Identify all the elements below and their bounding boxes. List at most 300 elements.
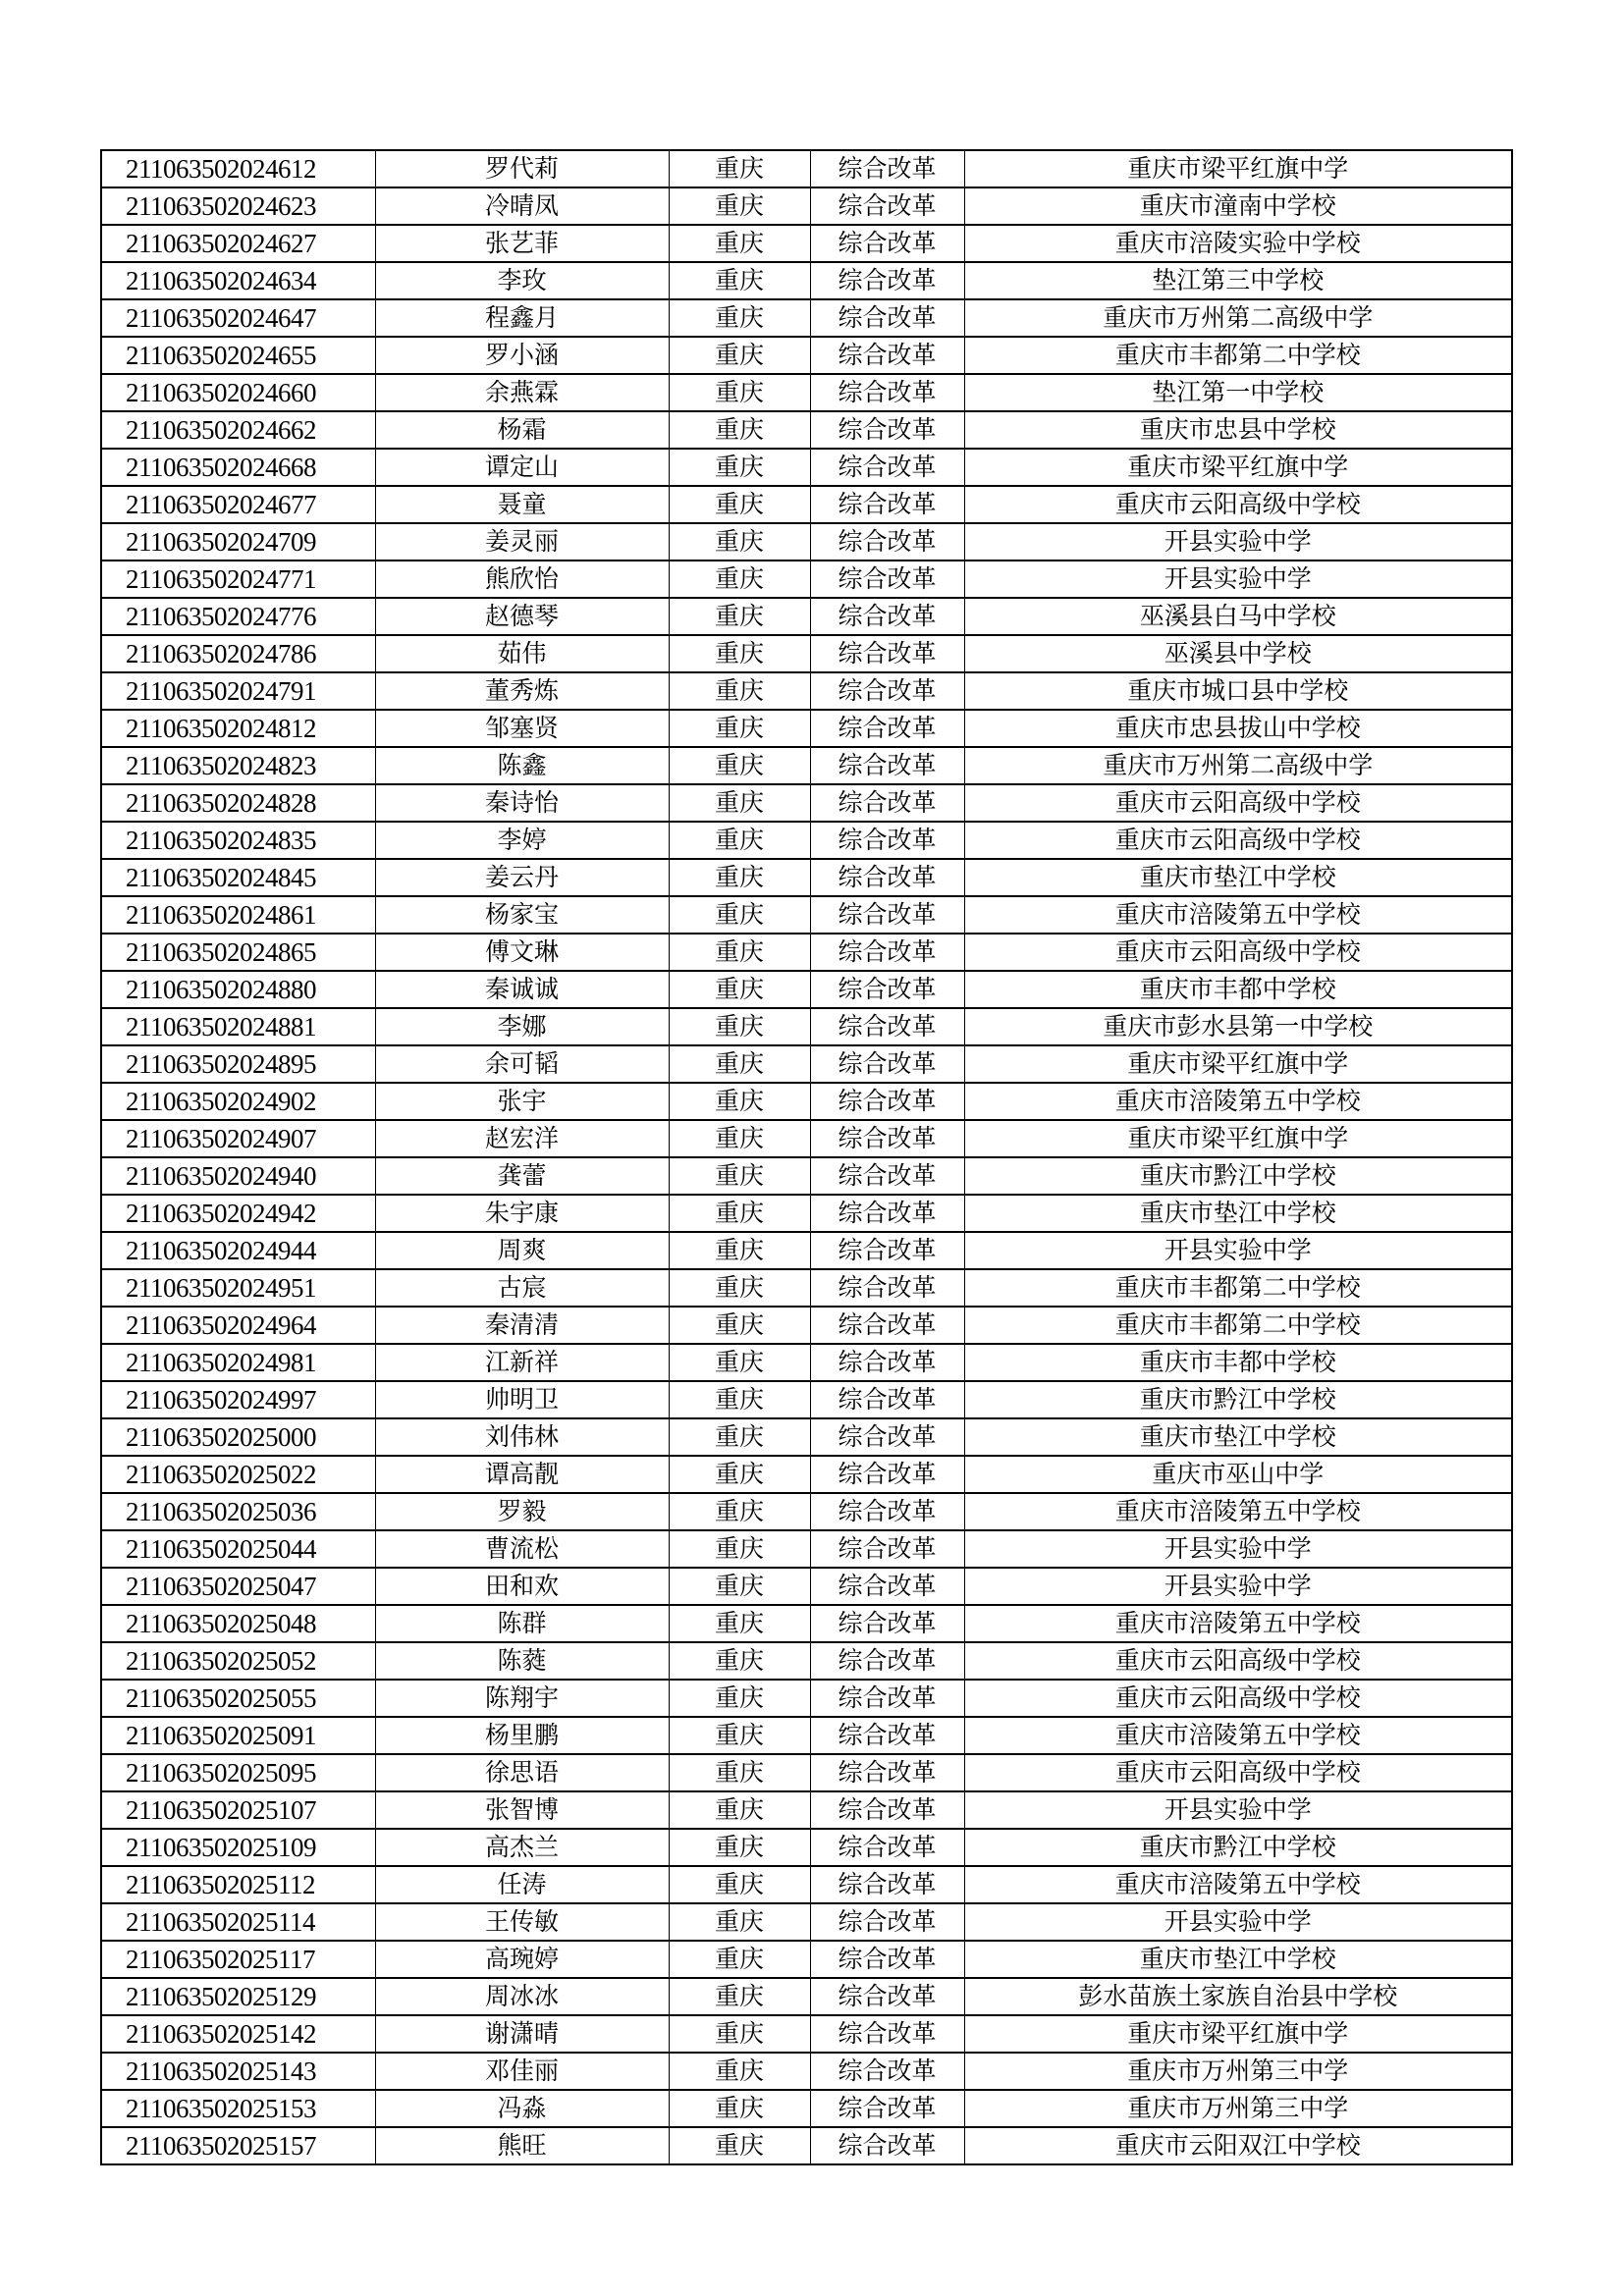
category-cell: 综合改革 [810,710,964,747]
category-cell: 综合改革 [810,561,964,598]
category-cell: 综合改革 [810,1642,964,1680]
category-cell: 综合改革 [810,187,964,225]
school-cell: 重庆市涪陵第五中学校 [964,1083,1512,1120]
table-row [101,1941,1512,1978]
student-name-cell: 杨霜 [375,411,669,449]
student-id-cell: 211063502025117 [101,1941,375,1978]
category-cell: 综合改革 [810,672,964,710]
school-cell: 重庆市丰都第二中学校 [964,337,1512,374]
student-id-cell: 211063502025036 [101,1493,375,1530]
student-id-cell: 211063502025157 [101,2127,375,2164]
table-row [101,225,1512,262]
school-cell: 彭水苗族土家族自治县中学校 [964,1978,1512,2015]
category-cell: 综合改革 [810,1493,964,1530]
category-cell: 综合改革 [810,2127,964,2164]
category-cell: 综合改革 [810,1418,964,1456]
student-id-cell: 211063502024942 [101,1195,375,1232]
student-id-cell: 211063502025047 [101,1568,375,1605]
school-cell: 重庆市万州第三中学 [964,2053,1512,2090]
table-row [101,1680,1512,1717]
school-cell: 开县实验中学 [964,1232,1512,1269]
school-cell: 重庆市梁平红旗中学 [964,1045,1512,1083]
table-row [101,859,1512,896]
category-cell: 综合改革 [810,486,964,523]
school-cell: 重庆市云阳高级中学校 [964,1754,1512,1791]
student-name-cell: 姜云丹 [375,859,669,896]
student-id-cell: 211063502024655 [101,337,375,374]
student-id-cell: 211063502024786 [101,635,375,672]
table-row [101,1120,1512,1157]
school-cell: 重庆市涪陵实验中学校 [964,225,1512,262]
region-cell: 重庆 [669,2090,810,2127]
region-cell: 重庆 [669,1381,810,1418]
table-row [101,1456,1512,1493]
student-id-cell: 211063502024997 [101,1381,375,1418]
region-cell: 重庆 [669,896,810,934]
school-cell: 重庆市涪陵第五中学校 [964,1866,1512,1903]
school-cell: 开县实验中学 [964,523,1512,561]
table-row [101,1232,1512,1269]
category-cell: 综合改革 [810,1157,964,1195]
school-cell: 重庆市忠县中学校 [964,411,1512,449]
category-cell: 综合改革 [810,1381,964,1418]
student-name-cell: 程鑫月 [375,299,669,337]
student-name-cell: 曹流松 [375,1530,669,1568]
student-id-cell: 211063502024895 [101,1045,375,1083]
category-cell: 综合改革 [810,1232,964,1269]
table-row [101,486,1512,523]
region-cell: 重庆 [669,1866,810,1903]
student-id-cell: 211063502024964 [101,1307,375,1344]
table-row [101,1829,1512,1866]
region-cell: 重庆 [669,822,810,859]
category-cell: 综合改革 [810,1791,964,1829]
region-cell: 重庆 [669,747,810,784]
student-name-cell: 秦诗怡 [375,784,669,822]
category-cell: 综合改革 [810,411,964,449]
table-body [101,150,1512,2164]
region-cell: 重庆 [669,337,810,374]
student-name-cell: 冷晴凤 [375,187,669,225]
table-row [101,449,1512,486]
table-row [101,1791,1512,1829]
school-cell: 开县实验中学 [964,561,1512,598]
student-name-cell: 高杰兰 [375,1829,669,1866]
school-cell: 重庆市丰都第二中学校 [964,1307,1512,1344]
school-cell: 重庆市彭水县第一中学校 [964,1008,1512,1045]
region-cell: 重庆 [669,1568,810,1605]
student-name-cell: 王传敏 [375,1903,669,1941]
region-cell: 重庆 [669,1307,810,1344]
table-row [101,1195,1512,1232]
student-name-cell: 秦诚诚 [375,971,669,1008]
student-name-cell: 聂童 [375,486,669,523]
table-row [101,822,1512,859]
school-cell: 巫溪县白马中学校 [964,598,1512,635]
student-name-cell: 古宸 [375,1269,669,1307]
student-id-cell: 211063502024771 [101,561,375,598]
student-name-cell: 熊欣怡 [375,561,669,598]
student-name-cell: 江新祥 [375,1344,669,1381]
student-id-cell: 211063502024845 [101,859,375,896]
student-id-cell: 211063502024865 [101,934,375,971]
table-row [101,187,1512,225]
student-id-cell: 211063502025129 [101,1978,375,2015]
student-name-cell: 李娜 [375,1008,669,1045]
category-cell: 综合改革 [810,1568,964,1605]
student-name-cell: 谭定山 [375,449,669,486]
school-cell: 重庆市城口县中学校 [964,672,1512,710]
student-name-cell: 李婷 [375,822,669,859]
table-row [101,561,1512,598]
category-cell: 综合改革 [810,859,964,896]
table-row [101,1866,1512,1903]
table-row [101,1530,1512,1568]
student-id-cell: 211063502024835 [101,822,375,859]
region-cell: 重庆 [669,374,810,411]
region-cell: 重庆 [669,784,810,822]
category-cell: 综合改革 [810,299,964,337]
school-cell: 重庆市云阳双江中学校 [964,2127,1512,2164]
region-cell: 重庆 [669,859,810,896]
school-cell: 重庆市垫江中学校 [964,1418,1512,1456]
student-name-cell: 陈翔宇 [375,1680,669,1717]
table-row [101,1754,1512,1791]
region-cell: 重庆 [669,299,810,337]
student-id-cell: 211063502025143 [101,2053,375,2090]
school-cell: 重庆市丰都第二中学校 [964,1269,1512,1307]
school-cell: 重庆市梁平红旗中学 [964,2015,1512,2053]
table-row [101,374,1512,411]
student-name-cell: 任涛 [375,1866,669,1903]
region-cell: 重庆 [669,1978,810,2015]
student-name-cell: 龚蕾 [375,1157,669,1195]
student-name-cell: 杨里鹏 [375,1717,669,1754]
school-cell: 重庆市万州第二高级中学 [964,299,1512,337]
table-row [101,1157,1512,1195]
school-cell: 重庆市云阳高级中学校 [964,934,1512,971]
region-cell: 重庆 [669,1530,810,1568]
region-cell: 重庆 [669,1232,810,1269]
school-cell: 重庆市云阳高级中学校 [964,1642,1512,1680]
student-id-cell: 211063502024944 [101,1232,375,1269]
student-id-cell: 211063502024776 [101,598,375,635]
region-cell: 重庆 [669,486,810,523]
table-row [101,896,1512,934]
school-cell: 重庆市云阳高级中学校 [964,486,1512,523]
region-cell: 重庆 [669,1941,810,1978]
student-name-cell: 徐思语 [375,1754,669,1791]
category-cell: 综合改革 [810,784,964,822]
student-name-cell: 张宇 [375,1083,669,1120]
school-cell: 重庆市黔江中学校 [964,1157,1512,1195]
student-id-cell: 211063502024634 [101,262,375,299]
student-name-cell: 张艺菲 [375,225,669,262]
table-row [101,150,1512,187]
table-row [101,1568,1512,1605]
student-name-cell: 余燕霖 [375,374,669,411]
region-cell: 重庆 [669,1829,810,1866]
student-id-cell: 211063502024627 [101,225,375,262]
school-cell: 重庆市巫山中学 [964,1456,1512,1493]
school-cell: 开县实验中学 [964,1903,1512,1941]
school-cell: 重庆市梁平红旗中学 [964,449,1512,486]
school-cell: 重庆市潼南中学校 [964,187,1512,225]
table-row [101,747,1512,784]
student-id-cell: 211063502024951 [101,1269,375,1307]
region-cell: 重庆 [669,561,810,598]
student-name-cell: 周爽 [375,1232,669,1269]
table-row [101,1381,1512,1418]
region-cell: 重庆 [669,1717,810,1754]
student-id-cell: 211063502024623 [101,187,375,225]
student-id-cell: 211063502025055 [101,1680,375,1717]
student-name-cell: 茹伟 [375,635,669,672]
table-row [101,1083,1512,1120]
student-name-cell: 邹塞贤 [375,710,669,747]
category-cell: 综合改革 [810,1120,964,1157]
student-name-cell: 高琬婷 [375,1941,669,1978]
category-cell: 综合改革 [810,1195,964,1232]
student-id-cell: 211063502025107 [101,1791,375,1829]
school-cell: 重庆市云阳高级中学校 [964,1680,1512,1717]
category-cell: 综合改革 [810,598,964,635]
student-name-cell: 帅明卫 [375,1381,669,1418]
region-cell: 重庆 [669,523,810,561]
student-id-cell: 211063502024660 [101,374,375,411]
school-cell: 重庆市涪陵第五中学校 [964,1717,1512,1754]
student-id-cell: 211063502025044 [101,1530,375,1568]
student-name-cell: 邓佳丽 [375,2053,669,2090]
region-cell: 重庆 [669,1903,810,1941]
category-cell: 综合改革 [810,1978,964,2015]
student-id-cell: 211063502024940 [101,1157,375,1195]
region-cell: 重庆 [669,1605,810,1642]
student-id-cell: 211063502024677 [101,486,375,523]
category-cell: 综合改革 [810,1754,964,1791]
school-cell: 重庆市涪陵第五中学校 [964,896,1512,934]
category-cell: 综合改革 [810,150,964,187]
table-row [101,598,1512,635]
region-cell: 重庆 [669,1269,810,1307]
region-cell: 重庆 [669,2127,810,2164]
school-cell: 重庆市万州第二高级中学 [964,747,1512,784]
table-row [101,971,1512,1008]
school-cell: 重庆市万州第三中学 [964,2090,1512,2127]
student-name-cell: 陈鑫 [375,747,669,784]
region-cell: 重庆 [669,971,810,1008]
student-id-cell: 211063502025112 [101,1866,375,1903]
table-row [101,337,1512,374]
category-cell: 综合改革 [810,1605,964,1642]
table-row [101,2053,1512,2090]
school-cell: 重庆市梁平红旗中学 [964,150,1512,187]
region-cell: 重庆 [669,1680,810,1717]
student-id-cell: 211063502025052 [101,1642,375,1680]
student-name-cell: 谭高靓 [375,1456,669,1493]
student-name-cell: 董秀炼 [375,672,669,710]
table-row [101,299,1512,337]
table-row [101,934,1512,971]
region-cell: 重庆 [669,411,810,449]
school-cell: 重庆市垫江中学校 [964,1941,1512,1978]
student-id-cell: 211063502024902 [101,1083,375,1120]
category-cell: 综合改革 [810,1866,964,1903]
table-row [101,1493,1512,1530]
student-id-cell: 211063502025091 [101,1717,375,1754]
region-cell: 重庆 [669,1195,810,1232]
region-cell: 重庆 [669,2053,810,2090]
table-row [101,523,1512,561]
category-cell: 综合改革 [810,374,964,411]
student-id-cell: 211063502024647 [101,299,375,337]
student-id-cell: 211063502025109 [101,1829,375,1866]
table-row [101,1307,1512,1344]
table-row [101,2015,1512,2053]
region-cell: 重庆 [669,1157,810,1195]
student-id-cell: 211063502024828 [101,784,375,822]
region-cell: 重庆 [669,1456,810,1493]
table-row [101,1418,1512,1456]
category-cell: 综合改革 [810,1903,964,1941]
school-cell: 重庆市梁平红旗中学 [964,1120,1512,1157]
table-row [101,635,1512,672]
student-list-table [100,149,1513,2165]
student-name-cell: 陈蕤 [375,1642,669,1680]
table-row [101,2090,1512,2127]
category-cell: 综合改革 [810,971,964,1008]
school-cell: 垫江第一中学校 [964,374,1512,411]
student-name-cell: 李玫 [375,262,669,299]
student-name-cell: 傅文琳 [375,934,669,971]
category-cell: 综合改革 [810,1941,964,1978]
student-id-cell: 211063502024812 [101,710,375,747]
student-name-cell: 罗毅 [375,1493,669,1530]
category-cell: 综合改革 [810,822,964,859]
table-row [101,1269,1512,1307]
student-id-cell: 211063502024612 [101,150,375,187]
student-id-cell: 211063502024668 [101,449,375,486]
student-id-cell: 211063502024823 [101,747,375,784]
region-cell: 重庆 [669,1791,810,1829]
school-cell: 重庆市黔江中学校 [964,1381,1512,1418]
school-cell: 重庆市涪陵第五中学校 [964,1605,1512,1642]
category-cell: 综合改革 [810,2015,964,2053]
region-cell: 重庆 [669,710,810,747]
student-id-cell: 211063502025000 [101,1418,375,1456]
category-cell: 综合改革 [810,2053,964,2090]
student-name-cell: 熊旺 [375,2127,669,2164]
region-cell: 重庆 [669,672,810,710]
region-cell: 重庆 [669,934,810,971]
school-cell: 垫江第三中学校 [964,262,1512,299]
category-cell: 综合改革 [810,1269,964,1307]
category-cell: 综合改革 [810,1456,964,1493]
student-name-cell: 赵宏洋 [375,1120,669,1157]
student-id-cell: 211063502025048 [101,1605,375,1642]
student-id-cell: 211063502024880 [101,971,375,1008]
category-cell: 综合改革 [810,449,964,486]
student-id-cell: 211063502025022 [101,1456,375,1493]
region-cell: 重庆 [669,1493,810,1530]
school-cell: 重庆市云阳高级中学校 [964,822,1512,859]
school-cell: 开县实验中学 [964,1530,1512,1568]
student-name-cell: 余可韬 [375,1045,669,1083]
category-cell: 综合改革 [810,1045,964,1083]
school-cell: 重庆市丰都中学校 [964,1344,1512,1381]
region-cell: 重庆 [669,1045,810,1083]
region-cell: 重庆 [669,225,810,262]
student-name-cell: 周冰冰 [375,1978,669,2015]
region-cell: 重庆 [669,187,810,225]
region-cell: 重庆 [669,449,810,486]
category-cell: 综合改革 [810,1344,964,1381]
region-cell: 重庆 [669,2015,810,2053]
region-cell: 重庆 [669,1642,810,1680]
student-id-cell: 211063502024881 [101,1008,375,1045]
category-cell: 综合改革 [810,934,964,971]
student-name-cell: 朱宇康 [375,1195,669,1232]
category-cell: 综合改革 [810,523,964,561]
region-cell: 重庆 [669,150,810,187]
student-name-cell: 刘伟林 [375,1418,669,1456]
category-cell: 综合改革 [810,337,964,374]
category-cell: 综合改革 [810,1829,964,1866]
school-cell: 开县实验中学 [964,1791,1512,1829]
category-cell: 综合改革 [810,262,964,299]
student-name-cell: 谢潇晴 [375,2015,669,2053]
region-cell: 重庆 [669,1418,810,1456]
student-id-cell: 211063502024662 [101,411,375,449]
table-row [101,1903,1512,1941]
student-id-cell: 211063502025095 [101,1754,375,1791]
table-row [101,1008,1512,1045]
student-id-cell: 211063502024709 [101,523,375,561]
table-row [101,1344,1512,1381]
category-cell: 综合改革 [810,1680,964,1717]
school-cell: 重庆市黔江中学校 [964,1829,1512,1866]
student-id-cell: 211063502024861 [101,896,375,934]
student-name-cell: 陈群 [375,1605,669,1642]
region-cell: 重庆 [669,1008,810,1045]
student-id-cell: 211063502025114 [101,1903,375,1941]
student-id-cell: 211063502025153 [101,2090,375,2127]
category-cell: 综合改革 [810,1008,964,1045]
category-cell: 综合改革 [810,1530,964,1568]
table-row [101,784,1512,822]
student-id-cell: 211063502025142 [101,2015,375,2053]
school-cell: 重庆市云阳高级中学校 [964,784,1512,822]
student-id-cell: 211063502024981 [101,1344,375,1381]
student-name-cell: 姜灵丽 [375,523,669,561]
student-name-cell: 赵德琴 [375,598,669,635]
school-cell: 重庆市垫江中学校 [964,1195,1512,1232]
table-row [101,1642,1512,1680]
region-cell: 重庆 [669,262,810,299]
region-cell: 重庆 [669,1083,810,1120]
school-cell: 重庆市丰都中学校 [964,971,1512,1008]
table-row [101,710,1512,747]
table-row [101,672,1512,710]
table-row [101,411,1512,449]
category-cell: 综合改革 [810,1307,964,1344]
region-cell: 重庆 [669,1120,810,1157]
student-id-cell: 211063502024791 [101,672,375,710]
school-cell: 重庆市忠县拔山中学校 [964,710,1512,747]
student-name-cell: 冯淼 [375,2090,669,2127]
student-name-cell: 田和欢 [375,1568,669,1605]
table-row [101,1717,1512,1754]
